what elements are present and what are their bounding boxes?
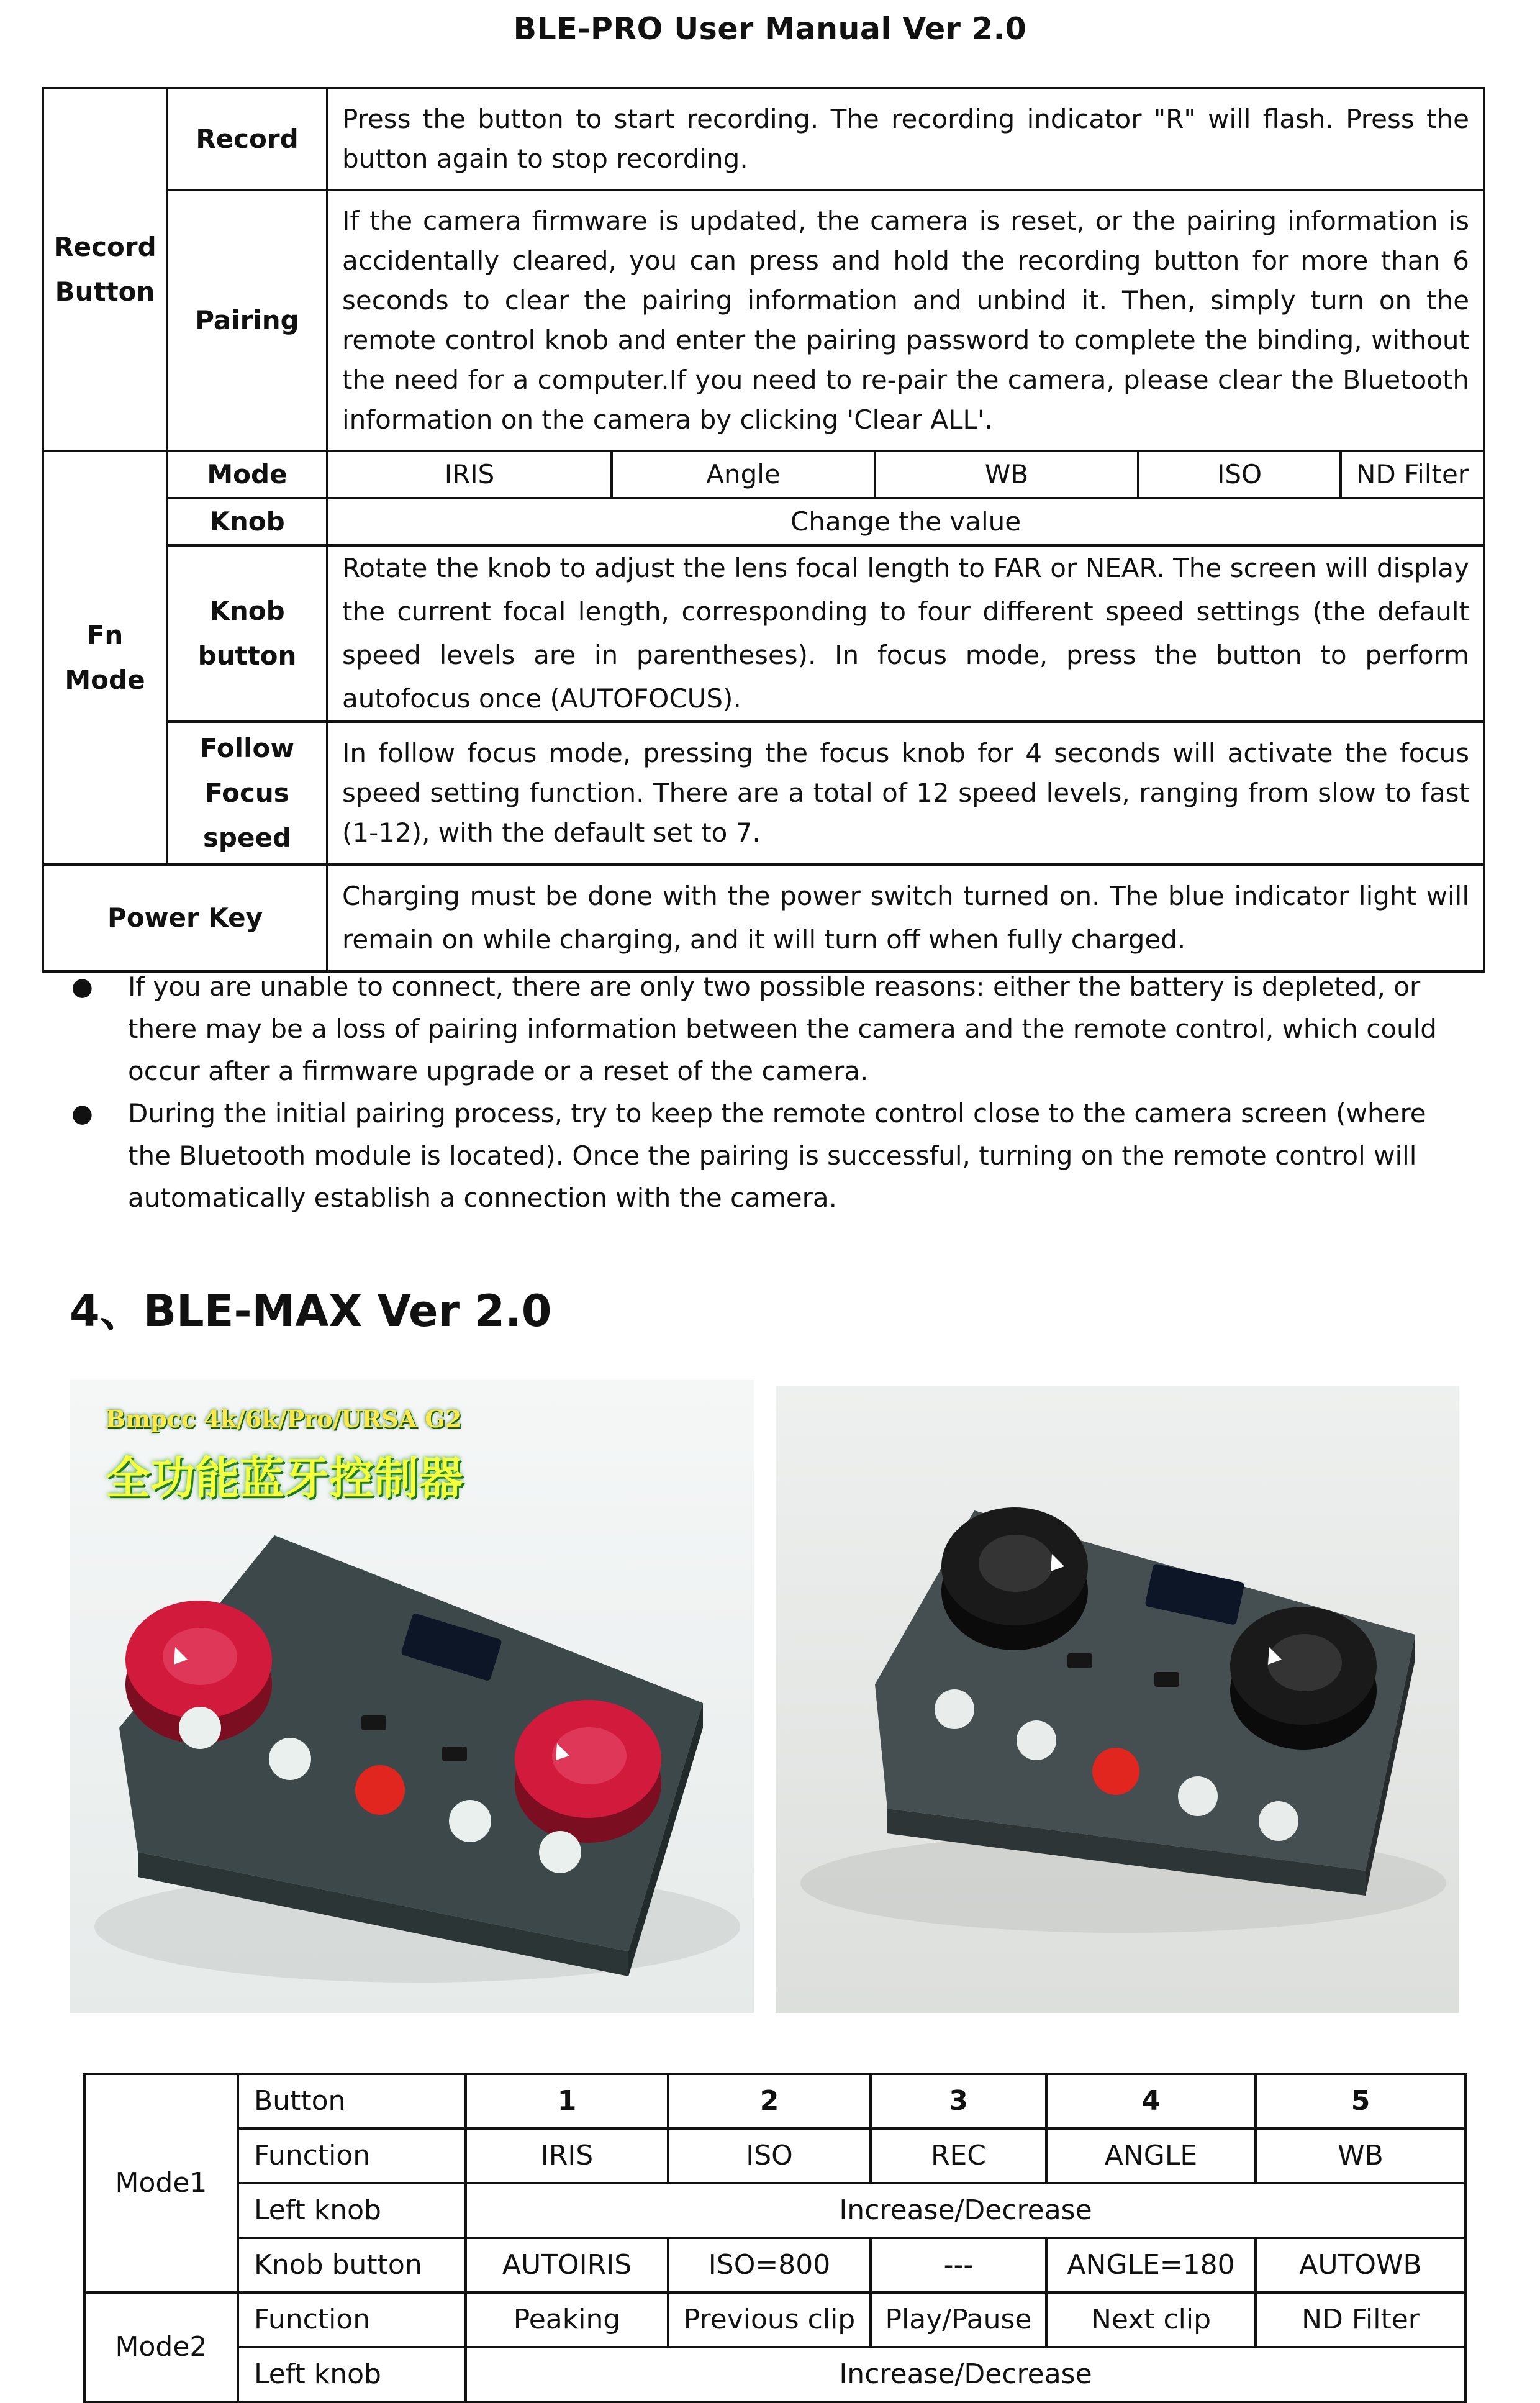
function-value: REC xyxy=(871,2128,1046,2183)
power-key-label: Power Key xyxy=(43,865,327,971)
knob-row xyxy=(43,498,1484,545)
note-item xyxy=(68,966,1465,1092)
note-text: During the initial pairing process, try to keep the remote control close to the camera screen (where the Bluetooth module is located). Once the pairing is successful, turning on the remote control will automatically establish a connection with the camera. xyxy=(128,1098,1426,1213)
note-item xyxy=(68,1092,1465,1219)
function-row-mode2 xyxy=(84,2292,1465,2347)
left-knob-value: Increase/Decrease xyxy=(466,2347,1465,2402)
fn-mode-label-line2: Mode xyxy=(65,665,145,695)
pairing-label: Pairing xyxy=(167,190,327,451)
follow-focus-row xyxy=(43,722,1484,865)
follow-focus-description: In follow focus mode, pressing the focus knob for 4 seconds will activate the focus speed setting function. There are a total of 12 speed levels, ranging from slow to fast (1-12), with the default set to 7. xyxy=(327,722,1484,865)
power-key-row xyxy=(43,865,1484,971)
mode-option: ISO xyxy=(1138,451,1341,498)
page-header: BLE-PRO User Manual Ver 2.0 xyxy=(513,11,1027,47)
function-value: Peaking xyxy=(466,2292,668,2347)
knob-button-label xyxy=(167,545,327,722)
knob-description: Change the value xyxy=(327,498,1484,545)
function-value: ND Filter xyxy=(1256,2292,1465,2347)
function-value: Previous clip xyxy=(668,2292,871,2347)
product-photo-red xyxy=(70,1380,754,2013)
note-list xyxy=(68,966,1465,1219)
ble-pro-function-table xyxy=(42,87,1485,973)
follow-focus-label xyxy=(167,722,327,865)
section-title: 4、BLE-MAX Ver 2.0 xyxy=(70,1286,552,1337)
photo-banner-line2: 全功能蓝牙控制器 xyxy=(106,1452,464,1504)
function-value: IRIS xyxy=(466,2128,668,2183)
function-value: ANGLE xyxy=(1046,2128,1256,2183)
product-photo-black xyxy=(776,1386,1459,2013)
button-number: 3 xyxy=(871,2074,1046,2128)
record-description: Press the button to start recording. The recording indicator "R" will flash. Press the button again to stop recording. xyxy=(327,88,1484,190)
bullet-icon: ● xyxy=(71,973,93,1001)
knob-button-value: AUTOIRIS xyxy=(466,2238,668,2292)
knob-button-label: Knob button xyxy=(238,2238,466,2292)
mode-option: Angle xyxy=(612,451,875,498)
knob-button-value: ANGLE=180 xyxy=(1046,2238,1256,2292)
record-button-label-line2: Button xyxy=(55,276,155,307)
knob-button-value: --- xyxy=(871,2238,1046,2292)
fn-mode-category xyxy=(43,451,167,865)
ble-max-button-table xyxy=(83,2073,1467,2403)
fn-mode-row xyxy=(43,451,1484,498)
button-number: 4 xyxy=(1046,2074,1256,2128)
record-button-category xyxy=(43,88,167,451)
fn-mode-label-line1: Fn xyxy=(86,620,124,650)
left-knob-row-mode1 xyxy=(84,2183,1465,2238)
note-text: If you are unable to connect, there are only two possible reasons: either the battery is depleted, or there may be a loss of pairing information between the camera and the remote control, which could occur after a firmware upgrade or a reset of the camera. xyxy=(128,971,1437,1086)
function-value: WB xyxy=(1256,2128,1465,2183)
function-value: Next clip xyxy=(1046,2292,1256,2347)
left-knob-label: Left knob xyxy=(238,2347,466,2402)
knob-button-value: ISO=800 xyxy=(668,2238,871,2292)
follow-focus-label-line2: Focus xyxy=(205,778,289,808)
left-knob-value: Increase/Decrease xyxy=(466,2183,1465,2238)
knob-label: Knob xyxy=(167,498,327,545)
function-label: Function xyxy=(238,2128,466,2183)
controller-illustration-black xyxy=(776,1386,1459,2013)
knob-button-row-mode1 xyxy=(84,2238,1465,2292)
function-row-mode1 xyxy=(84,2128,1465,2183)
pairing-row xyxy=(43,190,1484,451)
power-key-description: Charging must be done with the power switch turned on. The blue indicator light will remain on while charging, and it will turn off when fully charged. xyxy=(327,865,1484,971)
follow-focus-label-line3: speed xyxy=(202,822,292,853)
knob-button-label-line2: button xyxy=(197,640,297,671)
mode-option: ND Filter xyxy=(1341,451,1484,498)
record-row xyxy=(43,88,1484,190)
pairing-description: If the camera firmware is updated, the camera is reset, or the pairing information is accidentally cleared, you can press and hold the recording button for more than 6 seconds to clear the pairing information and unbind it. Then, simply turn on the remote control knob and enter the pairing password to complete the binding, without the need for a computer.If you need to re-pair the camera, please clear the Bluetooth information on the camera by clicking 'Clear ALL'. xyxy=(327,190,1484,451)
mode-option: IRIS xyxy=(327,451,612,498)
knob-button-label-line1: Knob xyxy=(209,596,285,626)
knob-button-value: AUTOWB xyxy=(1256,2238,1465,2292)
mode2-label: Mode2 xyxy=(84,2292,238,2402)
button-number: 5 xyxy=(1256,2074,1465,2128)
record-label: Record xyxy=(167,88,327,190)
record-button-label-line1: Record xyxy=(53,232,156,262)
function-value: ISO xyxy=(668,2128,871,2183)
knob-button-description: Rotate the knob to adjust the lens focal length to FAR or NEAR. The screen will display the current focal length, corresponding to four different speed settings (the default speed levels are in parentheses). In focus mode, press the button to perform autofocus once (AUTOFOCUS). xyxy=(327,545,1484,722)
function-value: Play/Pause xyxy=(871,2292,1046,2347)
button-row xyxy=(84,2074,1465,2128)
follow-focus-label-line1: Follow xyxy=(199,733,295,763)
mode-option: WB xyxy=(875,451,1138,498)
photo-banner-line1: Bmpcc 4k/6k/Pro/URSA G2 xyxy=(106,1405,462,1433)
bullet-icon: ● xyxy=(71,1099,93,1128)
button-number: 2 xyxy=(668,2074,871,2128)
left-knob-row-mode2 xyxy=(84,2347,1465,2402)
mode-label: Mode xyxy=(167,451,327,498)
button-number: 1 xyxy=(466,2074,668,2128)
mode1-label: Mode1 xyxy=(84,2074,238,2292)
knob-button-row xyxy=(43,545,1484,722)
function-label: Function xyxy=(238,2292,466,2347)
left-knob-label: Left knob xyxy=(238,2183,466,2238)
button-row-label: Button xyxy=(238,2074,466,2128)
